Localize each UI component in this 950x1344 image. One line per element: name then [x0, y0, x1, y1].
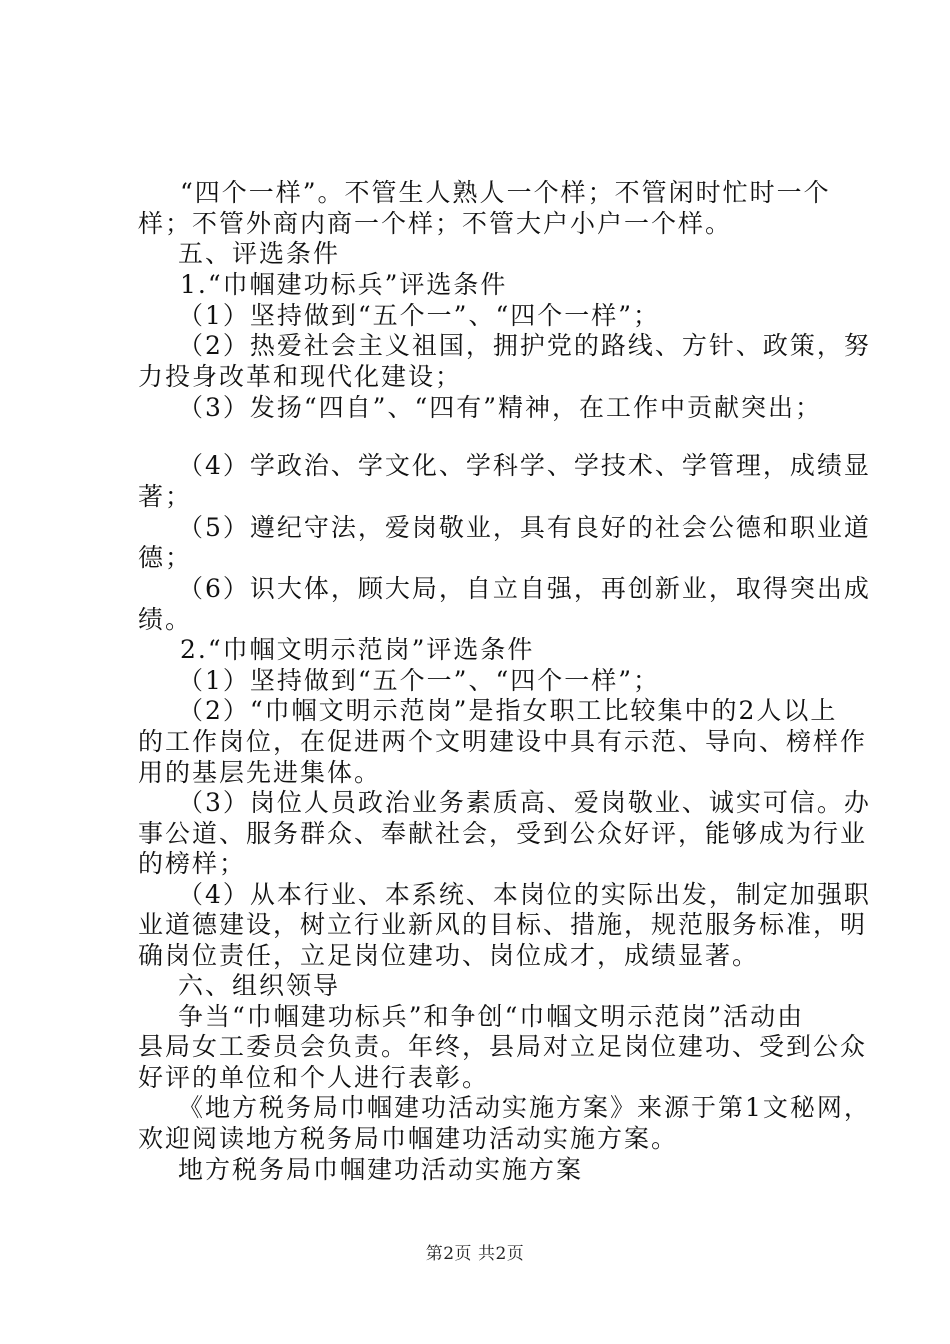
text-line: （4）从本行业、本系统、本岗位的实际出发，制定加强职: [178, 880, 871, 909]
text-line: 著；: [138, 482, 193, 511]
text-line: 业道德建设，树立行业新风的目标、措施，规范服务标准，明: [138, 910, 868, 939]
text-line: 地方税务局巾帼建功活动实施方案: [178, 1155, 584, 1184]
text-line: 好评的单位和个人进行表彰。: [138, 1063, 490, 1092]
text-line: 争当“巾帼建功标兵”和争创“巾帼文明示范岗”活动由: [178, 1002, 805, 1031]
text-line: 的榜样；: [138, 849, 247, 878]
text-line: （2）热爱社会主义祖国，拥护党的路线、方针、政策，努: [178, 331, 871, 360]
section-heading: 六、组织领导: [178, 971, 341, 1000]
text-line: （5）遵纪守法，爱岗敬业，具有良好的社会公德和职业道: [178, 513, 871, 542]
text-line: 确岗位责任，立足岗位建功、岗位成才，成绩显著。: [138, 941, 760, 970]
text-line: （4）学政治、学文化、学科学、学技术、学管理，成绩显: [178, 451, 871, 480]
text-line: 欢迎阅读地方税务局巾帼建功活动实施方案。: [138, 1124, 679, 1153]
text-line: 事公道、服务群众、奉献社会，受到公众好评，能够成为行业: [138, 819, 868, 848]
page-number-footer: 第2页 共2页: [425, 1244, 525, 1264]
text-line: （2）“巾帼文明示范岗”是指女职工比较集中的2人以上: [178, 696, 838, 725]
text-line: （3）发扬“四自”、“四有”精神，在工作中贡献突出；: [178, 393, 823, 422]
text-line: 力投身改革和现代化建设；: [138, 362, 463, 391]
section-heading: 五、评选条件: [178, 239, 341, 268]
subsection-heading: 1.“巾帼建功标兵”评选条件: [180, 270, 508, 299]
text-line: （1）坚持做到“五个一”、“四个一样”；: [178, 301, 661, 330]
text-line: 样；不管外商内商一个样；不管大户小户一个样。: [138, 209, 733, 238]
text-line: （3）岗位人员政治业务素质高、爱岗敬业、诚实可信。办: [178, 788, 871, 817]
text-line: 《地方税务局巾帼建功活动实施方案》来源于第1文秘网，: [178, 1093, 871, 1122]
text-line: 德；: [138, 543, 193, 572]
text-line: （1）坚持做到“五个一”、“四个一样”；: [178, 666, 661, 695]
text-line: “四个一样”。不管生人熟人一个样；不管闲时忙时一个: [180, 178, 831, 207]
text-line: 绩。: [138, 605, 193, 634]
text-line: 用的基层先进集体。: [138, 758, 382, 787]
text-line: 的工作岗位，在促进两个文明建设中具有示范、导向、榜样作: [138, 727, 868, 756]
text-line: （6）识大体，顾大局，自立自强，再创新业，取得突出成: [178, 574, 871, 603]
subsection-heading: 2.“巾帼文明示范岗”评选条件: [180, 635, 535, 664]
text-line: 县局女工委员会负责。年终，县局对立足岗位建功、受到公众: [138, 1032, 868, 1061]
